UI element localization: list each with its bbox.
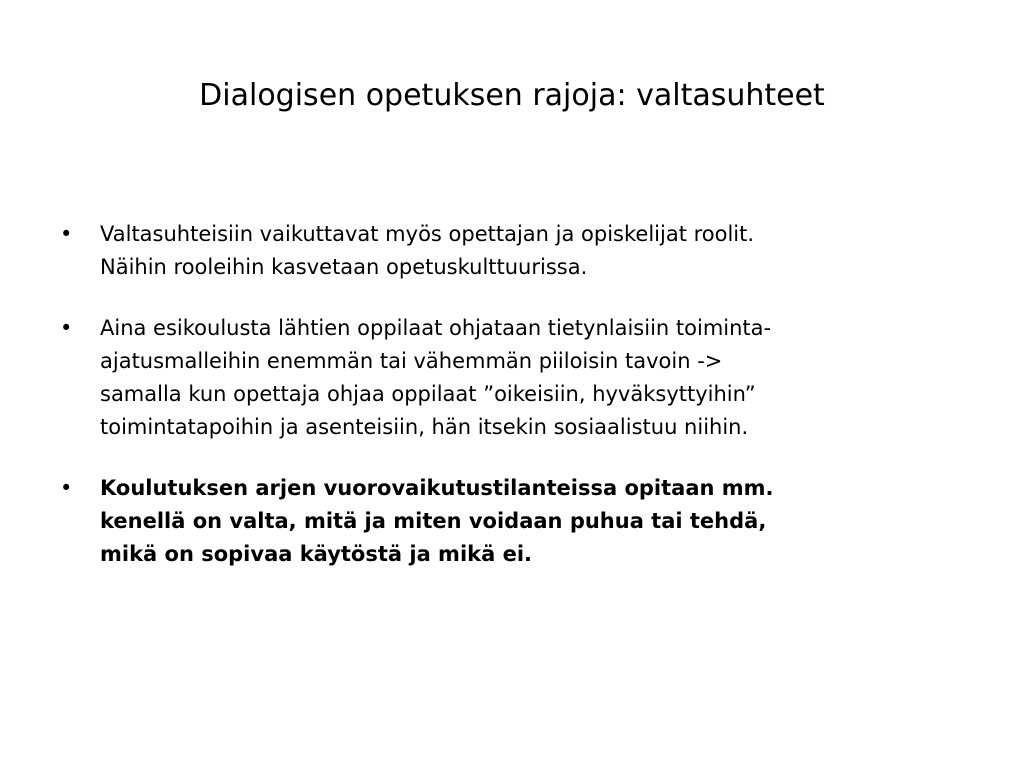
bullet-text: Aina esikoulusta lähtien oppilaat ohjataan tietynlaisiin toiminta- ajatusmalleihin enemmän tai vähemmän piiloisin tavoin -> samalla kun opettaja ohjaa oppilaat ”oikeisiin, hyväksyttyihin” toimintatapoihin ja asenteisiin, hän itsekin sosiaalistuu niihin. <box>100 316 772 439</box>
bullet-list <box>60 218 960 599</box>
slide-title: Dialogisen opetuksen rajoja: valtasuhteet <box>199 78 825 113</box>
bullet-item <box>60 218 960 284</box>
bullet-item-emphasized <box>60 472 960 571</box>
bullet-marker-icon: • <box>60 222 73 246</box>
bullet-item <box>60 312 960 444</box>
bullet-text: Koulutuksen arjen vuorovaikutustilanteissa opitaan mm. kenellä on valta, mitä ja miten voidaan puhua tai tehdä, mikä on sopivaa käytöstä ja mikä ei. <box>100 476 774 566</box>
bullet-text: Valtasuhteisiin vaikuttavat myös opettajan ja opiskelijat roolit. Näihin rooleihin kasvetaan opetuskulttuurissa. <box>100 222 755 279</box>
bullet-marker-icon: • <box>60 476 73 500</box>
bullet-marker-icon: • <box>60 316 73 340</box>
